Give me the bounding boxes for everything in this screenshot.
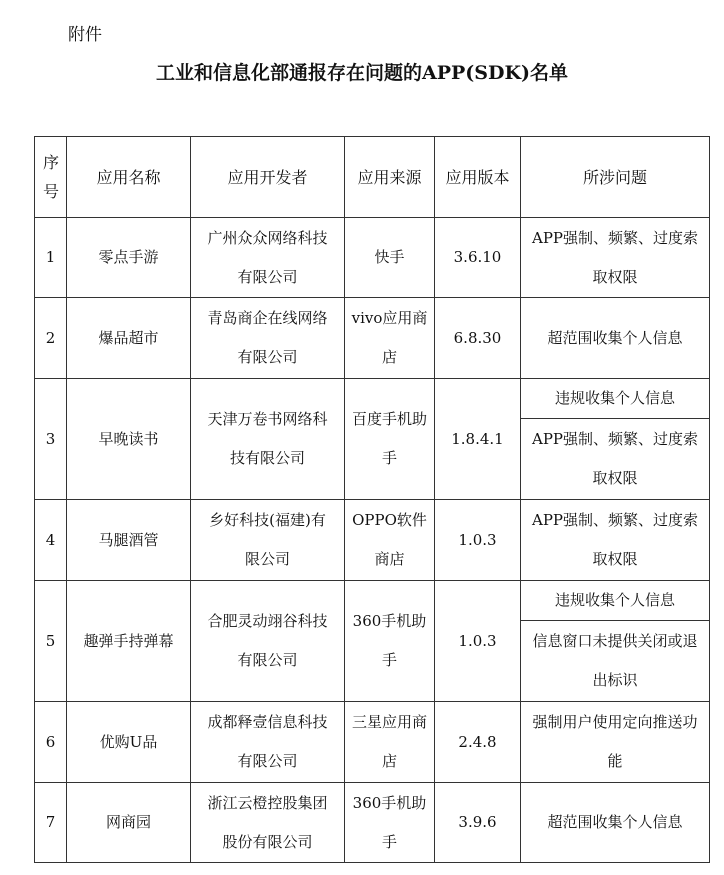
cell-issue: APP强制、频繁、过度索取权限 [521, 500, 710, 581]
table-row [35, 379, 710, 419]
cell-app-name: 早晚读书 [67, 379, 191, 500]
cell-version: 1.0.3 [435, 500, 521, 581]
cell-no: 3 [35, 379, 67, 500]
app-list-table [34, 136, 710, 863]
cell-source: 360手机助手 [345, 783, 435, 863]
cell-issue: 强制用户使用定向推送功能 [521, 702, 710, 783]
cell-issue: 信息窗口未提供关闭或退出标识 [521, 621, 710, 702]
table-row [35, 581, 710, 621]
header-version: 应用版本 [435, 137, 521, 218]
header-source: 应用来源 [345, 137, 435, 218]
cell-version: 1.0.3 [435, 581, 521, 702]
cell-source: 百度手机助手 [345, 379, 435, 500]
cell-no: 4 [35, 500, 67, 581]
cell-source: 三星应用商店 [345, 702, 435, 783]
table-row [35, 218, 710, 298]
cell-app-name: 马腿酒管 [67, 500, 191, 581]
table-row [35, 500, 710, 581]
cell-issue: 违规收集个人信息 [521, 581, 710, 621]
cell-developer: 成都释壹信息科技有限公司 [191, 702, 345, 783]
cell-no: 1 [35, 218, 67, 298]
table-header-row [35, 137, 710, 218]
cell-issue: 违规收集个人信息 [521, 379, 710, 419]
cell-issue: 超范围收集个人信息 [521, 783, 710, 863]
cell-developer: 合肥灵动翊谷科技有限公司 [191, 581, 345, 702]
cell-version: 2.4.8 [435, 702, 521, 783]
cell-no: 7 [35, 783, 67, 863]
cell-developer: 天津万卷书网络科技有限公司 [191, 379, 345, 500]
attachment-label: 附件 [68, 25, 102, 45]
cell-no: 6 [35, 702, 67, 783]
cell-source: OPPO软件商店 [345, 500, 435, 581]
cell-version: 6.8.30 [435, 298, 521, 379]
cell-source: 快手 [345, 218, 435, 298]
cell-source: 360手机助手 [345, 581, 435, 702]
cell-developer: 广州众众网络科技有限公司 [191, 218, 345, 298]
table-row [35, 783, 710, 863]
header-issues: 所涉问题 [521, 137, 710, 218]
cell-app-name: 爆品超市 [67, 298, 191, 379]
table-row [35, 702, 710, 783]
cell-version: 3.6.10 [435, 218, 521, 298]
header-developer: 应用开发者 [191, 137, 345, 218]
document-title: 工业和信息化部通报存在问题的APP(SDK)名单 [155, 62, 568, 84]
header-app-name: 应用名称 [67, 137, 191, 218]
cell-app-name: 零点手游 [67, 218, 191, 298]
cell-no: 5 [35, 581, 67, 702]
cell-issue: 超范围收集个人信息 [521, 298, 710, 379]
cell-version: 3.9.6 [435, 783, 521, 863]
cell-developer: 浙江云橙控股集团股份有限公司 [191, 783, 345, 863]
cell-developer: 青岛商企在线网络有限公司 [191, 298, 345, 379]
table-row [35, 298, 710, 379]
cell-issue: APP强制、频繁、过度索取权限 [521, 419, 710, 500]
cell-developer: 乡好科技(福建)有限公司 [191, 500, 345, 581]
cell-no: 2 [35, 298, 67, 379]
header-serial-number: 序号 [35, 137, 67, 218]
cell-app-name: 网商园 [67, 783, 191, 863]
cell-app-name: 趣弹手持弹幕 [67, 581, 191, 702]
cell-issue: APP强制、频繁、过度索取权限 [521, 218, 710, 298]
cell-source: vivo应用商店 [345, 298, 435, 379]
cell-app-name: 优购U品 [67, 702, 191, 783]
cell-version: 1.8.4.1 [435, 379, 521, 500]
